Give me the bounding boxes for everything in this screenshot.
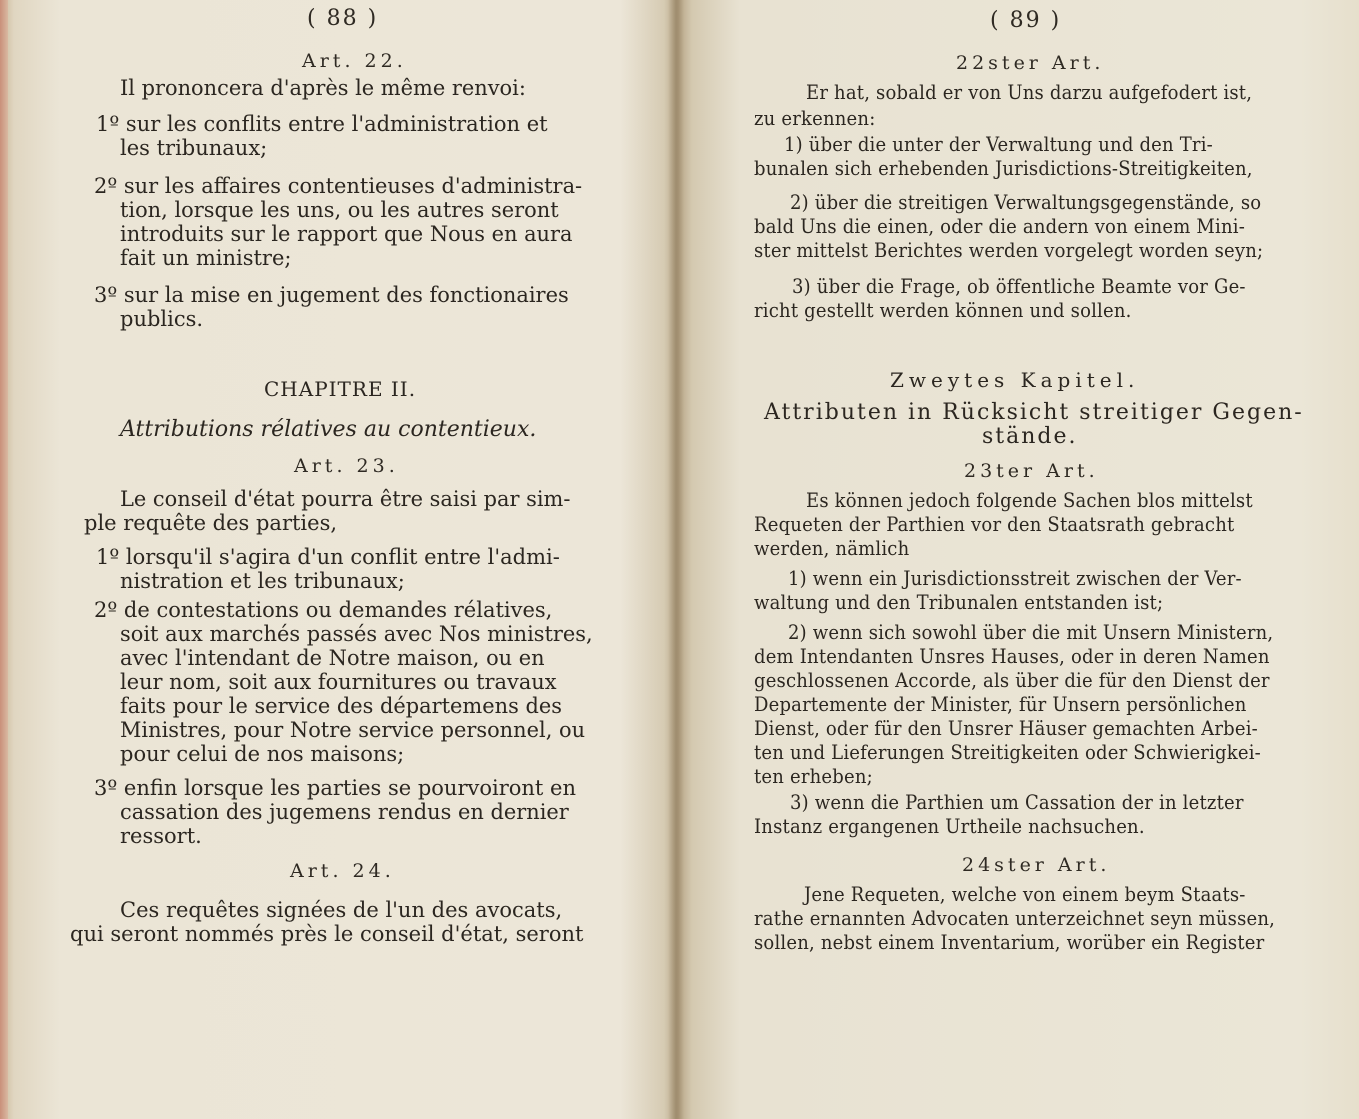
text-line: les tribunaux; [120, 136, 268, 160]
text-line: richt gestellt werden können und sollen. [754, 298, 1132, 322]
text-line: 1) über die unter der Verwaltung und den Tri- [784, 132, 1213, 156]
article-heading: Art. 24. [290, 860, 395, 882]
chapter-subtitle: Attributions rélatives au contentieux. [120, 417, 537, 442]
article-heading: 23ter Art. [964, 460, 1099, 482]
text-line: bald Uns die einen, oder die andern von einem Mini- [754, 214, 1246, 238]
text-line: tion, lorsque les uns, ou les autres seront [120, 198, 559, 222]
text-line: Requeten der Parthien vor den Staatsrath gebracht [754, 512, 1235, 536]
text-line: nistration et les tribunaux; [120, 569, 405, 593]
page-number: ( 89 ) [990, 8, 1062, 33]
article-heading: Art. 23. [294, 455, 399, 477]
text-line: Il prononcera d'après le même renvoi: [120, 76, 526, 100]
text-line: ten erheben; [754, 764, 873, 788]
text-line: introduits sur le rapport que Nous en aura [120, 222, 573, 246]
text-line: soit aux marchés passés avec Nos ministres, [120, 622, 593, 646]
chapter-subtitle: Attributen in Rücksicht streitiger Gegen- [764, 400, 1304, 425]
article-heading: Art. 22. [302, 50, 407, 72]
text-line: 3º enfin lorsque les parties se pourvoiront en [94, 776, 576, 800]
text-line: 2º de contestations ou demandes rélatives, [94, 598, 553, 622]
text-line: dem Intendanten Unsres Hauses, oder in deren Namen [754, 644, 1270, 668]
book-gutter [668, 0, 684, 1119]
text-line: waltung und den Tribunalen entstanden ist; [754, 590, 1164, 614]
text-line: werden, nämlich [754, 536, 910, 560]
text-line: Ministres, pour Notre service personnel, ou [120, 718, 586, 742]
text-line: ple requête des parties, [84, 511, 338, 535]
article-heading: 22ster Art. [956, 52, 1105, 74]
text-line: Er hat, sobald er von Uns darzu aufgefodert ist, [806, 80, 1253, 104]
chapter-title: Zweytes Kapitel. [890, 368, 1140, 392]
text-line: Jene Requeten, welche von einem beym Staats- [804, 882, 1246, 906]
text-line: 3) wenn die Parthien um Cassation der in letzter [790, 790, 1244, 814]
text-line: faits pour le service des départemens des [120, 694, 562, 718]
text-line: 1) wenn ein Jurisdictionsstreit zwischen der Ver- [788, 566, 1242, 590]
text-line: 2) über die streitigen Verwaltungsgegenstände, so [790, 190, 1262, 214]
text-line: 1º lorsqu'il s'agira d'un conflit entre l'admi- [96, 545, 560, 569]
text-line: Es können jedoch folgende Sachen blos mittelst [806, 488, 1253, 512]
text-line: ster mittelst Berichtes werden vorgelegt worden seyn; [754, 238, 1264, 262]
text-line: 2º sur les affaires contentieuses d'administra- [94, 174, 583, 198]
text-line: 3º sur la mise en jugement des fonctionaires [94, 283, 569, 307]
text-line: pour celui de nos maisons; [120, 742, 405, 766]
text-line: 3) über die Frage, ob öffentliche Beamte vor Ge- [792, 274, 1246, 298]
chapter-title: CHAPITRE II. [264, 377, 417, 401]
page-edge [0, 0, 8, 1119]
text-line: sollen, nebst einem Inventarium, worüber ein Register [754, 930, 1265, 954]
text-line: 2) wenn sich sowohl über die mit Unsern Ministern, [788, 620, 1274, 644]
text-line: geschlossenen Accorde, als über die für den Dienst der [754, 668, 1270, 692]
text-line: 1º sur les conflits entre l'administration et [96, 112, 548, 136]
text-line: ten und Lieferungen Streitigkeiten oder Schwierigkei- [754, 740, 1261, 764]
article-heading: 24ster Art. [962, 854, 1111, 876]
text-line: Instanz ergangenen Urtheile nachsuchen. [754, 814, 1145, 838]
text-line: Dienst, oder für den Unsrer Häuser gemachten Arbei- [754, 716, 1258, 740]
text-line: qui seront nommés près le conseil d'état, seront [70, 922, 584, 946]
text-line: leur nom, soit aux fournitures ou travaux [120, 670, 557, 694]
text-line: publics. [120, 307, 204, 331]
text-line: Departemente der Minister, für Unsern persönlichen [754, 692, 1247, 716]
page-number: ( 88 ) [307, 6, 379, 31]
text-line: cassation des jugemens rendus en dernier [120, 800, 569, 824]
text-line: bunalen sich erhebenden Jurisdictions-Streitigkeiten, [754, 156, 1253, 180]
text-line: zu erkennen: [754, 106, 876, 130]
text-line: ressort. [120, 824, 202, 848]
text-line: fait un ministre; [120, 246, 292, 270]
text-line: Ces requêtes signées de l'un des avocats, [120, 898, 563, 922]
text-line: avec l'intendant de Notre maison, ou en [120, 646, 545, 670]
text-line: Le conseil d'état pourra être saisi par sim- [120, 487, 571, 511]
text-line: rathe ernannten Advocaten unterzeichnet seyn müssen, [754, 906, 1276, 930]
chapter-subtitle: stände. [982, 424, 1078, 449]
